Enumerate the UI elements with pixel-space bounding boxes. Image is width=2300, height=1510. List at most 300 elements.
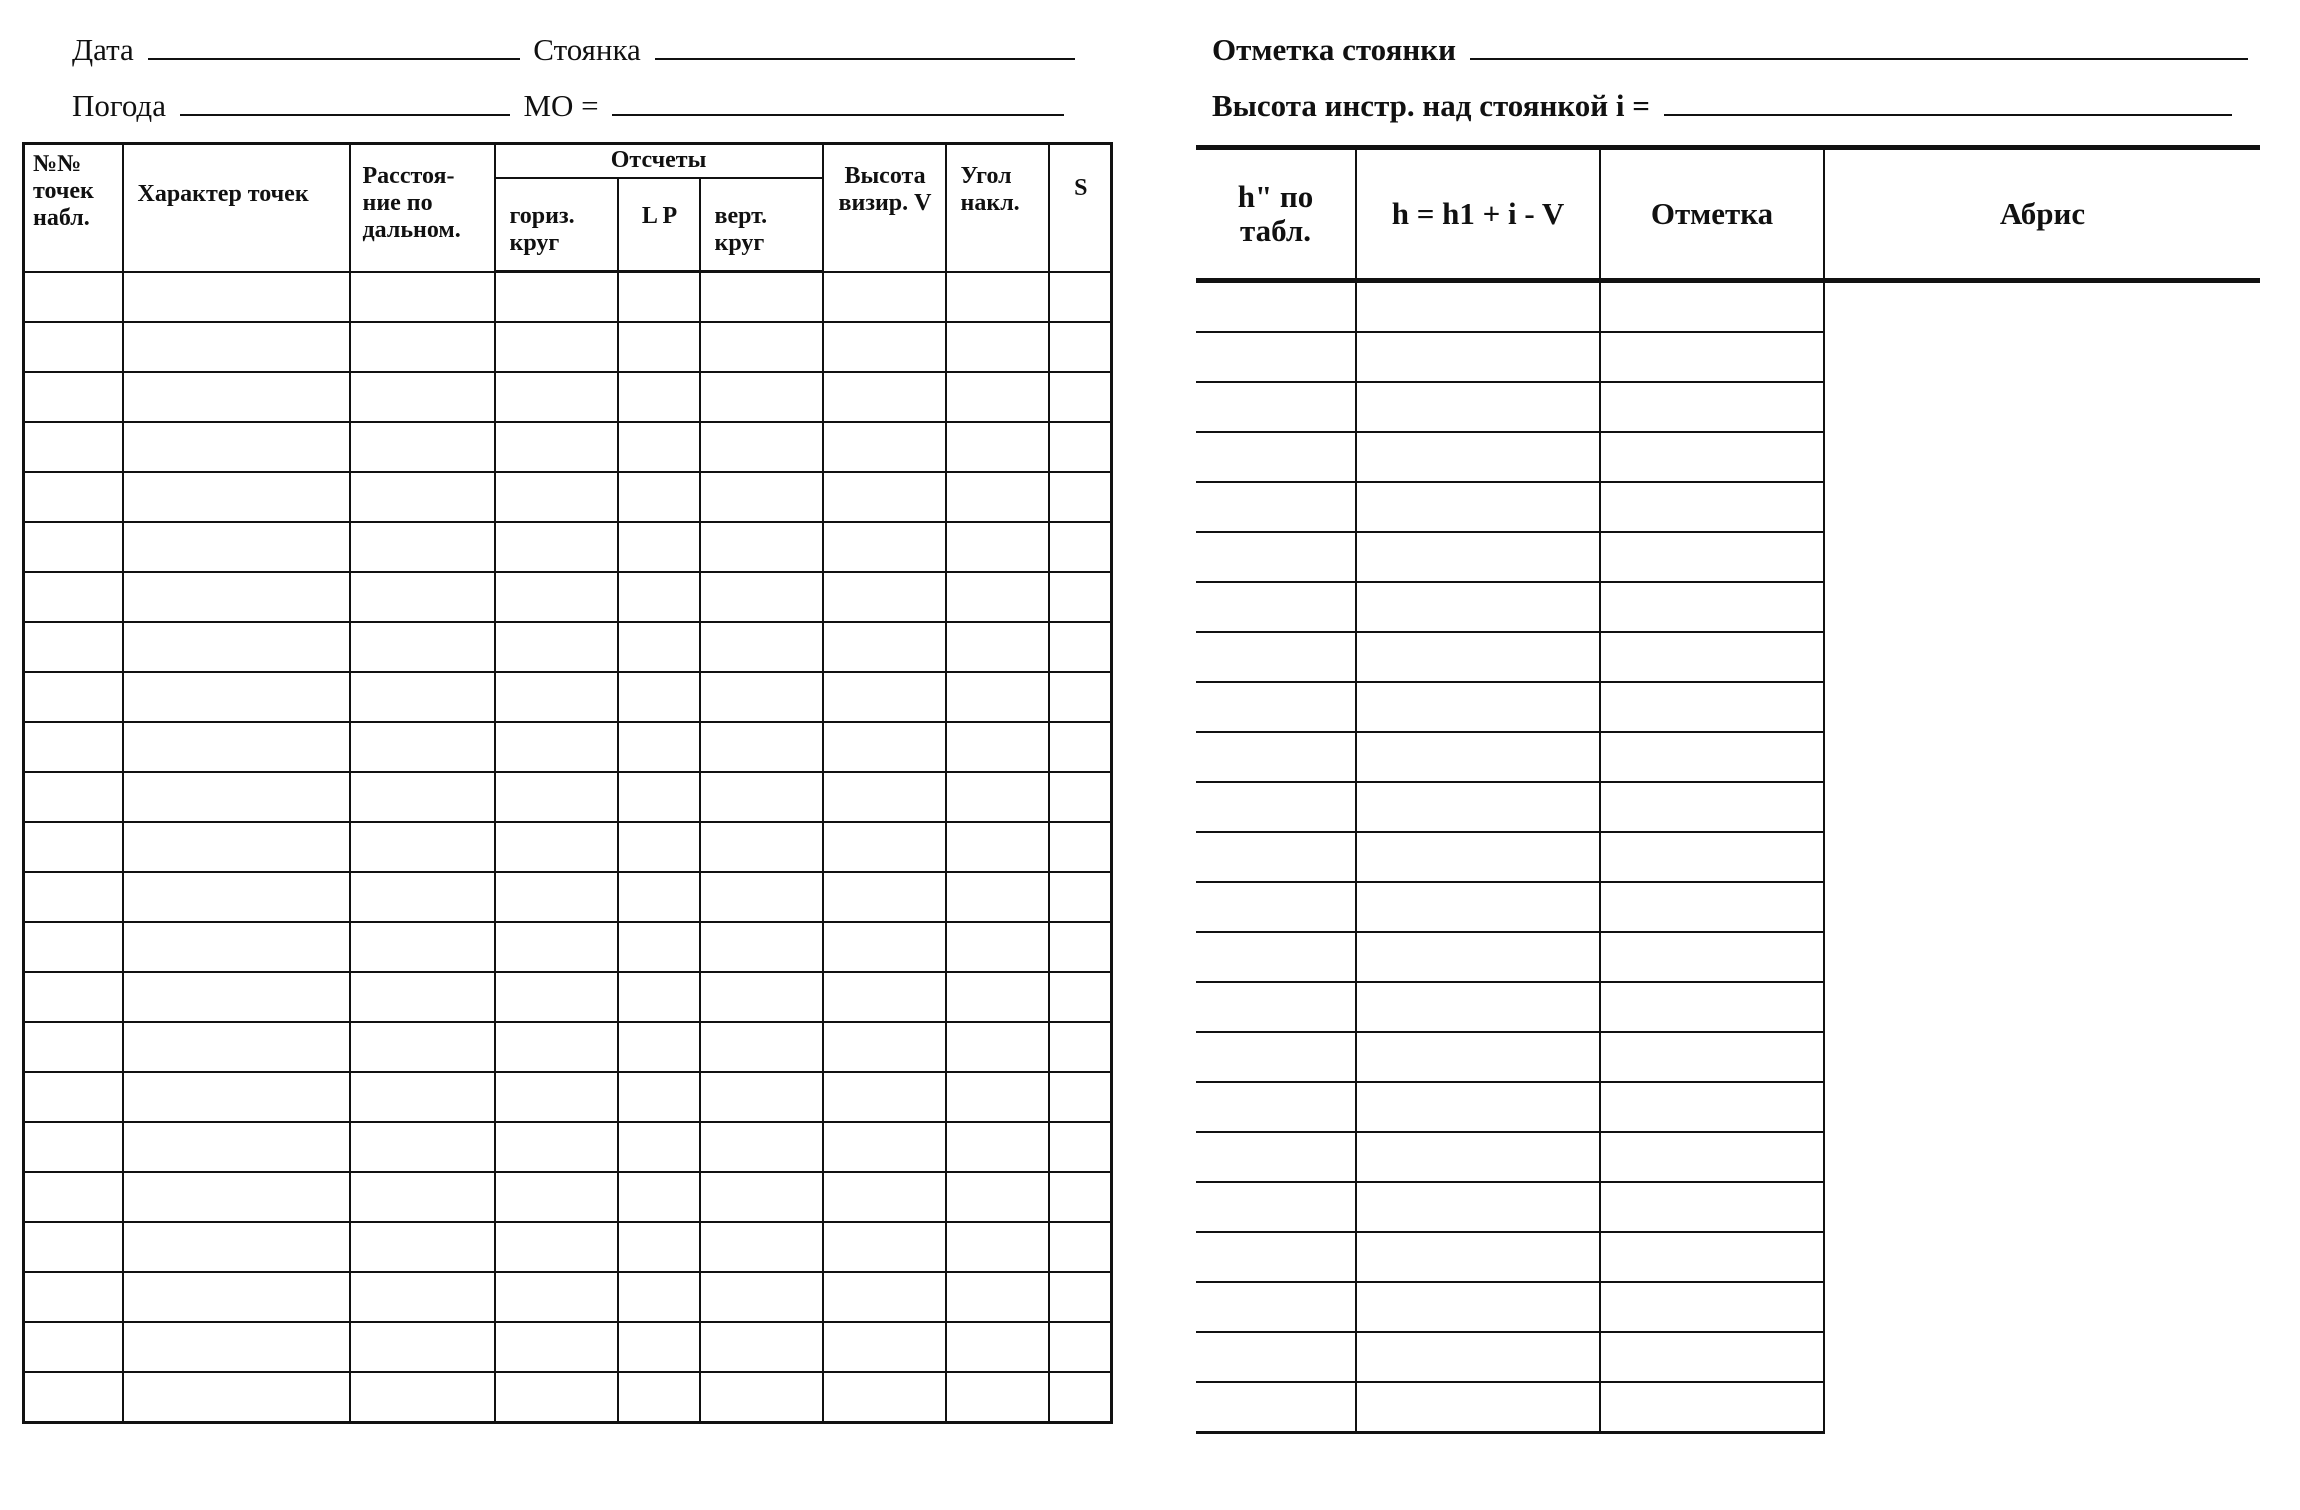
table-cell[interactable] <box>700 922 823 972</box>
table-cell[interactable] <box>1049 322 1112 372</box>
table-cell[interactable] <box>1196 1132 1356 1182</box>
table-cell[interactable] <box>946 422 1049 472</box>
date-field[interactable] <box>148 32 520 60</box>
table-cell[interactable] <box>1196 281 1356 333</box>
table-cell[interactable] <box>123 1122 350 1172</box>
table-cell[interactable] <box>1049 572 1112 622</box>
table-cell[interactable] <box>24 1322 123 1372</box>
table-cell[interactable] <box>123 1272 350 1322</box>
table-cell[interactable] <box>1600 1032 1824 1082</box>
table-cell[interactable] <box>1049 372 1112 422</box>
table-cell[interactable] <box>495 972 618 1022</box>
table-cell[interactable] <box>700 722 823 772</box>
table-cell[interactable] <box>24 322 123 372</box>
table-cell[interactable] <box>700 322 823 372</box>
table-cell[interactable] <box>1196 732 1356 782</box>
table-cell[interactable] <box>123 1072 350 1122</box>
table-cell[interactable] <box>1196 1382 1356 1433</box>
table-cell[interactable] <box>618 422 700 472</box>
table-cell[interactable] <box>946 1222 1049 1272</box>
table-cell[interactable] <box>823 1122 946 1172</box>
table-cell[interactable] <box>350 1122 495 1172</box>
table-cell[interactable] <box>123 422 350 472</box>
table-cell[interactable] <box>24 522 123 572</box>
table-cell[interactable] <box>350 472 495 522</box>
table-cell[interactable] <box>1356 1132 1600 1182</box>
table-cell[interactable] <box>495 1022 618 1072</box>
table-cell[interactable] <box>24 622 123 672</box>
table-cell[interactable] <box>1196 782 1356 832</box>
table-cell[interactable] <box>1600 1282 1824 1332</box>
table-row <box>24 1372 1112 1423</box>
table-cell[interactable] <box>350 1222 495 1272</box>
table-cell[interactable] <box>1049 1272 1112 1322</box>
table-cell[interactable] <box>495 472 618 522</box>
table-cell[interactable] <box>1600 982 1824 1032</box>
table-cell[interactable] <box>495 672 618 722</box>
table-cell[interactable] <box>123 372 350 422</box>
table-cell[interactable] <box>1196 1082 1356 1132</box>
table-cell[interactable] <box>24 772 123 822</box>
table-cell[interactable] <box>700 1272 823 1322</box>
table-cell[interactable] <box>350 1322 495 1372</box>
table-cell[interactable] <box>823 922 946 972</box>
table-cell[interactable] <box>24 422 123 472</box>
table-cell[interactable] <box>1356 882 1600 932</box>
table-cell[interactable] <box>495 1322 618 1372</box>
table-cell[interactable] <box>823 1072 946 1122</box>
table-cell[interactable] <box>350 822 495 872</box>
col-h-table: h" по табл. <box>1196 148 1356 281</box>
table-cell[interactable] <box>495 1172 618 1222</box>
table-cell[interactable] <box>495 572 618 622</box>
table-cell[interactable] <box>350 422 495 472</box>
table-cell[interactable] <box>495 1372 618 1423</box>
table-cell[interactable] <box>700 1372 823 1423</box>
table-cell[interactable] <box>618 872 700 922</box>
table-cell[interactable] <box>123 1372 350 1423</box>
table-cell[interactable] <box>495 1122 618 1172</box>
table-cell[interactable] <box>24 922 123 972</box>
table-cell[interactable] <box>823 1272 946 1322</box>
table-cell[interactable] <box>24 1222 123 1272</box>
table-cell[interactable] <box>24 722 123 772</box>
table-cell[interactable] <box>24 272 123 323</box>
table-cell[interactable] <box>1356 1082 1600 1132</box>
table-cell[interactable] <box>350 522 495 572</box>
table-cell[interactable] <box>823 1222 946 1272</box>
table-cell[interactable] <box>700 1222 823 1272</box>
table-cell[interactable] <box>618 1122 700 1172</box>
table-cell[interactable] <box>1049 772 1112 822</box>
table-cell[interactable] <box>618 672 700 722</box>
table-cell[interactable] <box>1356 432 1600 482</box>
table-cell[interactable] <box>618 1272 700 1322</box>
table-cell[interactable] <box>1196 332 1356 382</box>
table-cell[interactable] <box>946 622 1049 672</box>
col-sight-height: Высота визир. V <box>823 144 946 272</box>
table-cell[interactable] <box>1049 1372 1112 1423</box>
table-cell[interactable] <box>350 1022 495 1072</box>
table-cell[interactable] <box>1196 582 1356 632</box>
table-cell[interactable] <box>1600 532 1824 582</box>
table-cell[interactable] <box>123 622 350 672</box>
table-row <box>24 672 1112 722</box>
table-cell[interactable] <box>123 572 350 622</box>
table-cell[interactable] <box>123 272 350 323</box>
table-cell[interactable] <box>1600 882 1824 932</box>
table-cell[interactable] <box>1356 532 1600 582</box>
table-cell[interactable] <box>823 572 946 622</box>
table-cell[interactable] <box>24 1022 123 1072</box>
table-row <box>24 322 1112 372</box>
table-cell[interactable] <box>1049 272 1112 323</box>
table-cell[interactable] <box>350 272 495 323</box>
table-cell[interactable] <box>946 872 1049 922</box>
table-cell[interactable] <box>946 1072 1049 1122</box>
table-cell[interactable] <box>946 1172 1049 1222</box>
instrument-height-field[interactable] <box>1664 88 2232 116</box>
station-field[interactable] <box>655 32 1075 60</box>
table-cell[interactable] <box>1356 382 1600 432</box>
table-cell[interactable] <box>823 322 946 372</box>
table-cell[interactable] <box>618 1022 700 1072</box>
table-cell[interactable] <box>24 822 123 872</box>
table-cell[interactable] <box>350 922 495 972</box>
table-cell[interactable] <box>1600 281 1824 333</box>
table-cell[interactable] <box>24 1372 123 1423</box>
table-cell[interactable] <box>700 1072 823 1122</box>
table-cell[interactable] <box>823 872 946 922</box>
table-cell[interactable] <box>495 1072 618 1122</box>
table-cell[interactable] <box>350 322 495 372</box>
table-cell[interactable] <box>1049 1222 1112 1272</box>
table-cell[interactable] <box>700 372 823 422</box>
table-cell[interactable] <box>618 722 700 772</box>
station-mark-field[interactable] <box>1470 32 2248 60</box>
table-cell[interactable] <box>1356 582 1600 632</box>
table-cell[interactable] <box>1356 1332 1600 1382</box>
table-cell[interactable] <box>1600 332 1824 382</box>
table-cell[interactable] <box>618 472 700 522</box>
table-cell[interactable] <box>1356 332 1600 382</box>
table-cell[interactable] <box>24 1272 123 1322</box>
table-cell[interactable] <box>495 822 618 872</box>
station-mark-label: Отметка стоянки <box>1212 32 1456 67</box>
table-cell[interactable] <box>700 622 823 672</box>
table-cell[interactable] <box>123 1022 350 1072</box>
table-cell[interactable] <box>350 572 495 622</box>
table-cell[interactable] <box>1049 1072 1112 1122</box>
table-cell[interactable] <box>946 672 1049 722</box>
table-cell[interactable] <box>618 1172 700 1222</box>
table-cell[interactable] <box>495 272 618 323</box>
table-cell[interactable] <box>1049 672 1112 722</box>
table-cell[interactable] <box>123 772 350 822</box>
table-cell[interactable] <box>700 1322 823 1372</box>
table-cell[interactable] <box>700 1172 823 1222</box>
table-cell[interactable] <box>350 772 495 822</box>
table-cell[interactable] <box>700 472 823 522</box>
table-cell[interactable] <box>495 322 618 372</box>
table-cell[interactable] <box>1049 922 1112 972</box>
table-cell[interactable] <box>1356 832 1600 882</box>
table-cell[interactable] <box>24 372 123 422</box>
table-cell[interactable] <box>123 672 350 722</box>
table-cell[interactable] <box>618 572 700 622</box>
table-cell[interactable] <box>123 472 350 522</box>
table-cell[interactable] <box>946 472 1049 522</box>
table-cell[interactable] <box>618 772 700 822</box>
table-cell[interactable] <box>495 1222 618 1272</box>
table-cell[interactable] <box>1600 632 1824 682</box>
table-cell[interactable] <box>1356 1382 1600 1433</box>
table-cell[interactable] <box>1600 1182 1824 1232</box>
table-row <box>24 1272 1112 1322</box>
table-cell[interactable] <box>823 1322 946 1372</box>
table-cell[interactable] <box>823 1372 946 1423</box>
table-cell[interactable] <box>1049 1172 1112 1222</box>
table-cell[interactable] <box>1196 932 1356 982</box>
table-cell[interactable] <box>823 622 946 672</box>
table-cell[interactable] <box>495 872 618 922</box>
table-cell[interactable] <box>1196 832 1356 882</box>
table-cell[interactable] <box>1196 1282 1356 1332</box>
weather-field[interactable] <box>180 88 510 116</box>
table-cell[interactable] <box>495 722 618 772</box>
table-cell[interactable] <box>1049 1122 1112 1172</box>
table-cell[interactable] <box>700 522 823 572</box>
table-cell[interactable] <box>123 1322 350 1372</box>
table-cell[interactable] <box>1196 632 1356 682</box>
table-cell[interactable] <box>1049 722 1112 772</box>
table-cell[interactable] <box>618 822 700 872</box>
col-vert-circle: верт. круг <box>700 178 823 272</box>
table-cell[interactable] <box>350 1372 495 1423</box>
table-cell[interactable] <box>823 822 946 872</box>
mo-field[interactable] <box>612 88 1064 116</box>
table-cell[interactable] <box>618 372 700 422</box>
table-cell[interactable] <box>1356 682 1600 732</box>
table-cell[interactable] <box>823 672 946 722</box>
table-cell[interactable] <box>946 822 1049 872</box>
table-cell[interactable] <box>1049 622 1112 672</box>
table-cell[interactable] <box>823 272 946 323</box>
table-cell[interactable] <box>946 522 1049 572</box>
table-cell[interactable] <box>1196 682 1356 732</box>
table-cell[interactable] <box>1356 982 1600 1032</box>
table-cell[interactable] <box>1600 482 1824 532</box>
table-cell[interactable] <box>1600 832 1824 882</box>
table-cell[interactable] <box>350 672 495 722</box>
table-cell[interactable] <box>1049 822 1112 872</box>
table-cell[interactable] <box>495 772 618 822</box>
table-cell[interactable] <box>618 272 700 323</box>
table-cell[interactable] <box>618 972 700 1022</box>
table-cell[interactable] <box>1356 1182 1600 1232</box>
table-cell[interactable] <box>1356 932 1600 982</box>
table-cell[interactable] <box>123 972 350 1022</box>
table-cell[interactable] <box>700 972 823 1022</box>
table-row <box>24 372 1112 422</box>
col-distance: Расстоя- ние по дальном. <box>350 144 495 272</box>
table-cell[interactable] <box>350 1072 495 1122</box>
table-cell[interactable] <box>1356 482 1600 532</box>
table-cell[interactable] <box>823 1172 946 1222</box>
table-cell[interactable] <box>946 322 1049 372</box>
table-cell[interactable] <box>946 772 1049 822</box>
table-cell[interactable] <box>1356 1032 1600 1082</box>
table-cell[interactable] <box>946 1372 1049 1423</box>
table-cell[interactable] <box>946 1122 1049 1172</box>
table-cell[interactable] <box>1196 382 1356 432</box>
table-cell[interactable] <box>618 1222 700 1272</box>
table-cell[interactable] <box>1600 382 1824 432</box>
table-cell[interactable] <box>123 322 350 372</box>
table-cell[interactable] <box>123 872 350 922</box>
table-cell[interactable] <box>24 572 123 622</box>
table-cell[interactable] <box>1356 732 1600 782</box>
table-row <box>24 722 1112 772</box>
table-cell[interactable] <box>1600 782 1824 832</box>
table-cell[interactable] <box>946 572 1049 622</box>
table-cell[interactable] <box>1196 532 1356 582</box>
table-cell[interactable] <box>1600 732 1824 782</box>
table-cell[interactable] <box>495 622 618 672</box>
table-cell[interactable] <box>1196 432 1356 482</box>
table-cell[interactable] <box>1196 882 1356 932</box>
table-cell[interactable] <box>1049 972 1112 1022</box>
table-cell[interactable] <box>946 722 1049 772</box>
table-cell[interactable] <box>1600 582 1824 632</box>
table-cell[interactable] <box>495 1272 618 1322</box>
table-cell[interactable] <box>1049 522 1112 572</box>
table-cell[interactable] <box>1196 982 1356 1032</box>
table-cell[interactable] <box>1049 422 1112 472</box>
table-cell[interactable] <box>946 922 1049 972</box>
table-cell[interactable] <box>946 1272 1049 1322</box>
table-cell[interactable] <box>946 272 1049 323</box>
table-cell[interactable] <box>700 822 823 872</box>
table-cell[interactable] <box>1196 1232 1356 1282</box>
table-cell[interactable] <box>24 672 123 722</box>
table-cell[interactable] <box>700 272 823 323</box>
table-cell[interactable] <box>24 472 123 522</box>
col-mark: Отметка <box>1600 148 1824 281</box>
table-cell[interactable] <box>700 572 823 622</box>
table-cell[interactable] <box>1600 1232 1824 1282</box>
table-cell[interactable] <box>618 1372 700 1423</box>
table-row <box>24 772 1112 822</box>
table-cell[interactable] <box>1600 1082 1824 1132</box>
table-cell[interactable] <box>350 972 495 1022</box>
table-cell[interactable] <box>823 372 946 422</box>
table-cell[interactable] <box>618 622 700 672</box>
table-cell[interactable] <box>1600 682 1824 732</box>
table-cell[interactable] <box>946 372 1049 422</box>
table-cell[interactable] <box>350 872 495 922</box>
table-cell[interactable] <box>700 772 823 822</box>
table-row <box>24 872 1112 922</box>
table-cell[interactable] <box>823 722 946 772</box>
table-cell[interactable] <box>350 622 495 672</box>
table-cell[interactable] <box>823 472 946 522</box>
table-cell[interactable] <box>823 772 946 822</box>
table-cell[interactable] <box>823 972 946 1022</box>
elevation-table <box>1196 145 2260 1434</box>
table-cell[interactable] <box>495 372 618 422</box>
table-cell[interactable] <box>700 1022 823 1072</box>
table-row <box>24 522 1112 572</box>
table-cell[interactable] <box>1356 1282 1600 1332</box>
table-cell[interactable] <box>350 372 495 422</box>
table-cell[interactable] <box>700 872 823 922</box>
table-cell[interactable] <box>495 422 618 472</box>
table-cell[interactable] <box>618 522 700 572</box>
table-cell[interactable] <box>123 922 350 972</box>
table-cell[interactable] <box>24 872 123 922</box>
table-cell[interactable] <box>495 922 618 972</box>
table-cell[interactable] <box>123 722 350 772</box>
table-cell[interactable] <box>1356 782 1600 832</box>
table-cell[interactable] <box>1600 1332 1824 1382</box>
table-cell[interactable] <box>123 822 350 872</box>
table-cell[interactable] <box>24 1122 123 1172</box>
table-cell[interactable] <box>618 922 700 972</box>
table-cell[interactable] <box>1196 1332 1356 1382</box>
table-cell[interactable] <box>1356 1232 1600 1282</box>
table-cell[interactable] <box>495 522 618 572</box>
table-cell[interactable] <box>24 1172 123 1222</box>
table-cell[interactable] <box>1049 472 1112 522</box>
table-cell[interactable] <box>700 672 823 722</box>
abris-area[interactable] <box>1824 281 2260 1433</box>
table-cell[interactable] <box>618 1322 700 1372</box>
table-cell[interactable] <box>123 1222 350 1272</box>
table-cell[interactable] <box>1196 482 1356 532</box>
table-cell[interactable] <box>24 1072 123 1122</box>
table-cell[interactable] <box>350 1272 495 1322</box>
table-cell[interactable] <box>1600 1382 1824 1433</box>
table-cell[interactable] <box>1049 1022 1112 1072</box>
date-line <box>72 30 1081 70</box>
table-cell[interactable] <box>350 1172 495 1222</box>
table-cell[interactable] <box>1356 281 1600 333</box>
table-cell[interactable] <box>1049 872 1112 922</box>
table-cell[interactable] <box>946 1022 1049 1072</box>
table-cell[interactable] <box>618 1072 700 1122</box>
table-cell[interactable] <box>823 1022 946 1072</box>
table-cell[interactable] <box>1049 1322 1112 1372</box>
table-cell[interactable] <box>618 322 700 372</box>
table-cell[interactable] <box>823 522 946 572</box>
table-cell[interactable] <box>1600 1132 1824 1182</box>
table-cell[interactable] <box>946 1322 1049 1372</box>
table-cell[interactable] <box>1196 1032 1356 1082</box>
table-cell[interactable] <box>700 422 823 472</box>
table-cell[interactable] <box>1600 432 1824 482</box>
table-cell[interactable] <box>700 1122 823 1172</box>
table-cell[interactable] <box>823 422 946 472</box>
table-cell[interactable] <box>1600 932 1824 982</box>
table-cell[interactable] <box>24 972 123 1022</box>
table-cell[interactable] <box>946 972 1049 1022</box>
table-cell[interactable] <box>123 1172 350 1222</box>
table-cell[interactable] <box>1196 1182 1356 1232</box>
table-cell[interactable] <box>1356 632 1600 682</box>
table-cell[interactable] <box>123 522 350 572</box>
table-cell[interactable] <box>350 722 495 772</box>
